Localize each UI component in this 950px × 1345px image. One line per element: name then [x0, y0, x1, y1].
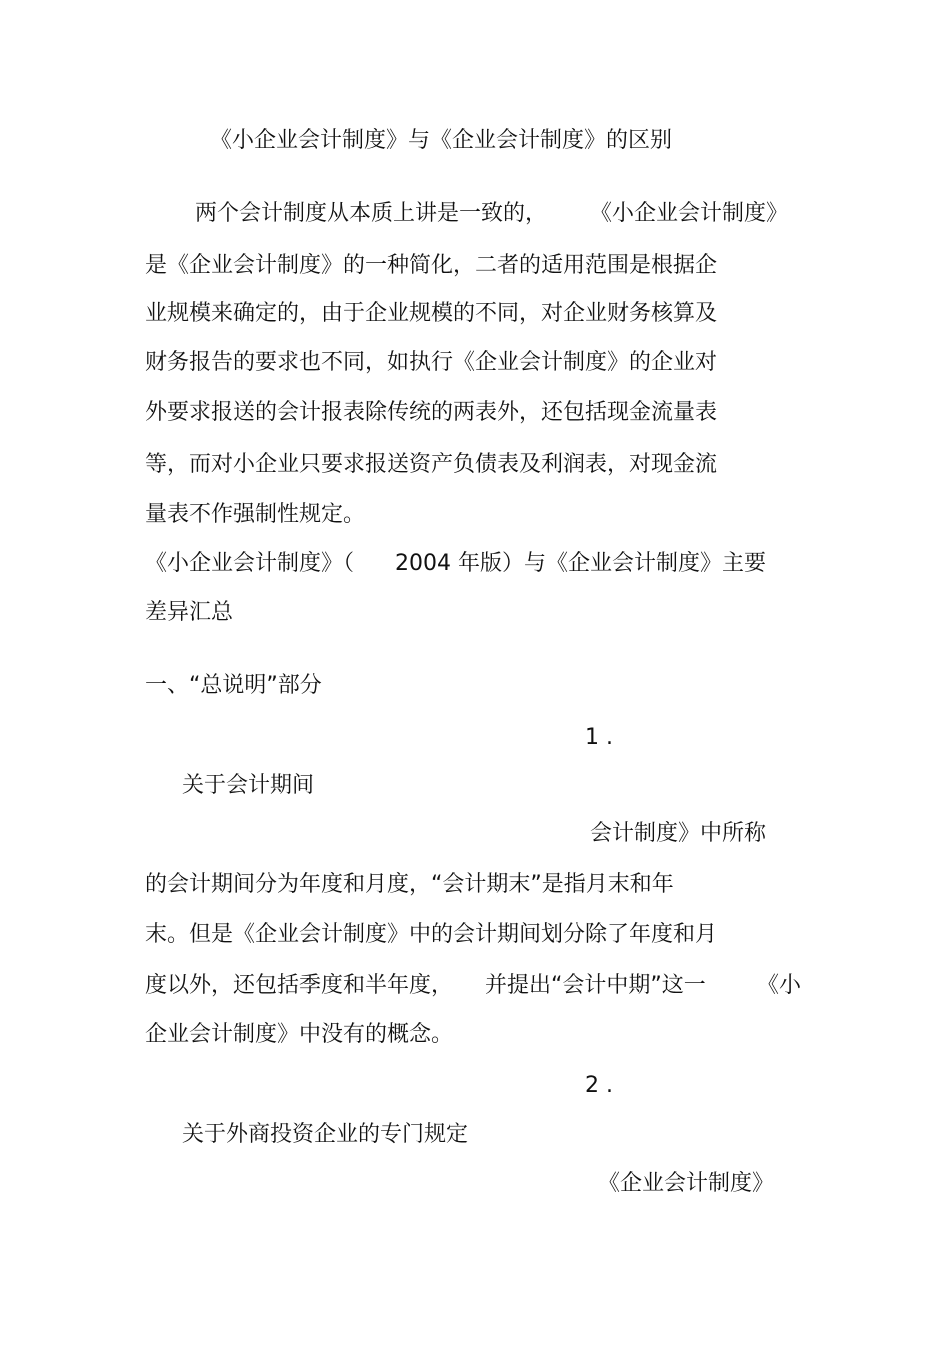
intro-line-1b: 《小企业会计制度》 — [590, 201, 789, 226]
item-1-line-4a: 度以外，还包括季度和半年度， — [145, 973, 454, 998]
item-2-number: 2 . — [585, 1073, 613, 1098]
item-1-line-1: 会计制度》中所称 — [590, 821, 767, 846]
summary-line-1a: 《小企业会计制度》（ — [145, 551, 355, 576]
intro-line-4: 财务报告的要求也不同，如执行《企业会计制度》的企业对 — [145, 350, 718, 375]
intro-line-7: 量表不作强制性规定。 — [145, 502, 366, 527]
intro-line-5: 外要求报送的会计报表除传统的两表外，还包括现金流量表 — [145, 400, 718, 425]
item-1-line-3: 末。但是《企业会计制度》中的会计期间划分除了年度和月 — [145, 922, 718, 947]
item-2-title: 关于外商投资企业的专门规定 — [182, 1122, 469, 1147]
summary-line-2: 差异汇总 — [145, 600, 234, 625]
intro-line-6: 等，而对小企业只要求报送资产负债表及利润表，对现金流 — [145, 452, 718, 477]
document-title: 《小企业会计制度》与《企业会计制度》的区别 — [210, 128, 673, 153]
section-heading: 一、“总说明”部分 — [145, 673, 322, 698]
summary-line-1b: 2004 年版）与《企业会计制度》主要 — [395, 551, 766, 576]
item-1-line-5: 企业会计制度》中没有的概念。 — [145, 1022, 454, 1047]
item-1-line-4b: 并提出“会计中期”这一 — [485, 973, 706, 998]
intro-line-3: 业规模来确定的，由于企业规模的不同，对企业财务核算及 — [145, 301, 718, 326]
item-1-number: 1 . — [585, 725, 613, 750]
intro-line-2: 是《企业会计制度》的一种简化，二者的适用范围是根据企 — [145, 253, 718, 278]
item-1-line-2: 的会计期间分为年度和月度，“会计期末”是指月末和年 — [145, 872, 674, 897]
item-1-title: 关于会计期间 — [182, 773, 315, 798]
intro-line-1a: 两个会计制度从本质上讲是一致的， — [195, 201, 548, 226]
item-2-line-1: 《企业会计制度》 — [598, 1171, 775, 1196]
item-1-line-4c: 《小 — [757, 973, 802, 998]
